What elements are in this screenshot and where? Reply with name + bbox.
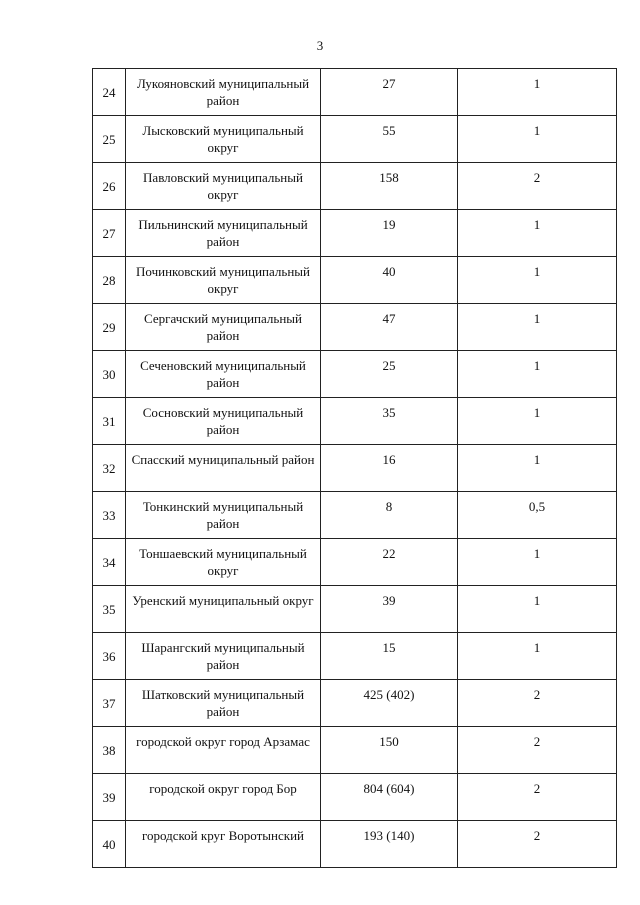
- value-cell: 1: [458, 445, 617, 492]
- table-body: [93, 69, 617, 868]
- table-row: [93, 774, 617, 821]
- count-cell: 27: [321, 69, 458, 116]
- table-row: [93, 257, 617, 304]
- count-cell: 35: [321, 398, 458, 445]
- value-cell: 1: [458, 210, 617, 257]
- count-cell: 150: [321, 727, 458, 774]
- district-name-cell: Лысковский муниципальный округ: [126, 116, 321, 163]
- table-row: [93, 492, 617, 539]
- row-number-cell: 32: [93, 445, 126, 492]
- district-name-cell: Шарангский муниципальный район: [126, 633, 321, 680]
- count-cell: 804 (604): [321, 774, 458, 821]
- table-row: [93, 163, 617, 210]
- value-cell: 2: [458, 727, 617, 774]
- value-cell: 1: [458, 539, 617, 586]
- value-cell: 1: [458, 304, 617, 351]
- value-cell: 1: [458, 69, 617, 116]
- district-name-cell: Уренский муниципальный округ: [126, 586, 321, 633]
- value-cell: 1: [458, 633, 617, 680]
- value-cell: 2: [458, 163, 617, 210]
- table-row: [93, 821, 617, 868]
- districts-table: [92, 68, 617, 868]
- value-cell: 1: [458, 116, 617, 163]
- district-name-cell: Павловский муниципальный округ: [126, 163, 321, 210]
- count-cell: 40: [321, 257, 458, 304]
- table-row: [93, 351, 617, 398]
- table-row: [93, 210, 617, 257]
- row-number-cell: 26: [93, 163, 126, 210]
- table-row: [93, 398, 617, 445]
- district-name-cell: Сеченовский муниципальный район: [126, 351, 321, 398]
- district-name-cell: Пильнинский муниципальный район: [126, 210, 321, 257]
- district-name-cell: городской округ город Бор: [126, 774, 321, 821]
- row-number-cell: 24: [93, 69, 126, 116]
- table-row: [93, 69, 617, 116]
- count-cell: 47: [321, 304, 458, 351]
- row-number-cell: 37: [93, 680, 126, 727]
- value-cell: 2: [458, 821, 617, 868]
- row-number-cell: 34: [93, 539, 126, 586]
- row-number-cell: 39: [93, 774, 126, 821]
- count-cell: 425 (402): [321, 680, 458, 727]
- table-row: [93, 727, 617, 774]
- count-cell: 25: [321, 351, 458, 398]
- value-cell: 1: [458, 351, 617, 398]
- value-cell: 1: [458, 586, 617, 633]
- value-cell: 2: [458, 680, 617, 727]
- row-number-cell: 35: [93, 586, 126, 633]
- row-number-cell: 40: [93, 821, 126, 868]
- district-name-cell: Лукояновский муниципальный район: [126, 69, 321, 116]
- district-name-cell: городской округ город Арзамас: [126, 727, 321, 774]
- row-number-cell: 31: [93, 398, 126, 445]
- row-number-cell: 28: [93, 257, 126, 304]
- count-cell: 22: [321, 539, 458, 586]
- table-row: [93, 680, 617, 727]
- district-name-cell: Тонкинский муниципальный район: [126, 492, 321, 539]
- count-cell: 193 (140): [321, 821, 458, 868]
- count-cell: 19: [321, 210, 458, 257]
- row-number-cell: 30: [93, 351, 126, 398]
- count-cell: 8: [321, 492, 458, 539]
- table-row: [93, 304, 617, 351]
- table-row: [93, 445, 617, 492]
- table-row: [93, 633, 617, 680]
- count-cell: 55: [321, 116, 458, 163]
- value-cell: 1: [458, 257, 617, 304]
- count-cell: 16: [321, 445, 458, 492]
- table-row: [93, 586, 617, 633]
- count-cell: 15: [321, 633, 458, 680]
- table-row: [93, 539, 617, 586]
- row-number-cell: 29: [93, 304, 126, 351]
- page-number: 3: [316, 38, 324, 53]
- row-number-cell: 27: [93, 210, 126, 257]
- district-name-cell: Спасский муниципальный район: [126, 445, 321, 492]
- district-name-cell: Починковский муниципальный округ: [126, 257, 321, 304]
- table-row: [93, 116, 617, 163]
- row-number-cell: 25: [93, 116, 126, 163]
- value-cell: 0,5: [458, 492, 617, 539]
- district-name-cell: Шатковский муниципальный район: [126, 680, 321, 727]
- district-name-cell: Сергачский муниципальный район: [126, 304, 321, 351]
- row-number-cell: 33: [93, 492, 126, 539]
- count-cell: 39: [321, 586, 458, 633]
- row-number-cell: 36: [93, 633, 126, 680]
- district-name-cell: Сосновский муниципальный район: [126, 398, 321, 445]
- district-name-cell: городской круг Воротынский: [126, 821, 321, 868]
- value-cell: 2: [458, 774, 617, 821]
- row-number-cell: 38: [93, 727, 126, 774]
- count-cell: 158: [321, 163, 458, 210]
- value-cell: 1: [458, 398, 617, 445]
- district-name-cell: Тоншаевский муниципальный округ: [126, 539, 321, 586]
